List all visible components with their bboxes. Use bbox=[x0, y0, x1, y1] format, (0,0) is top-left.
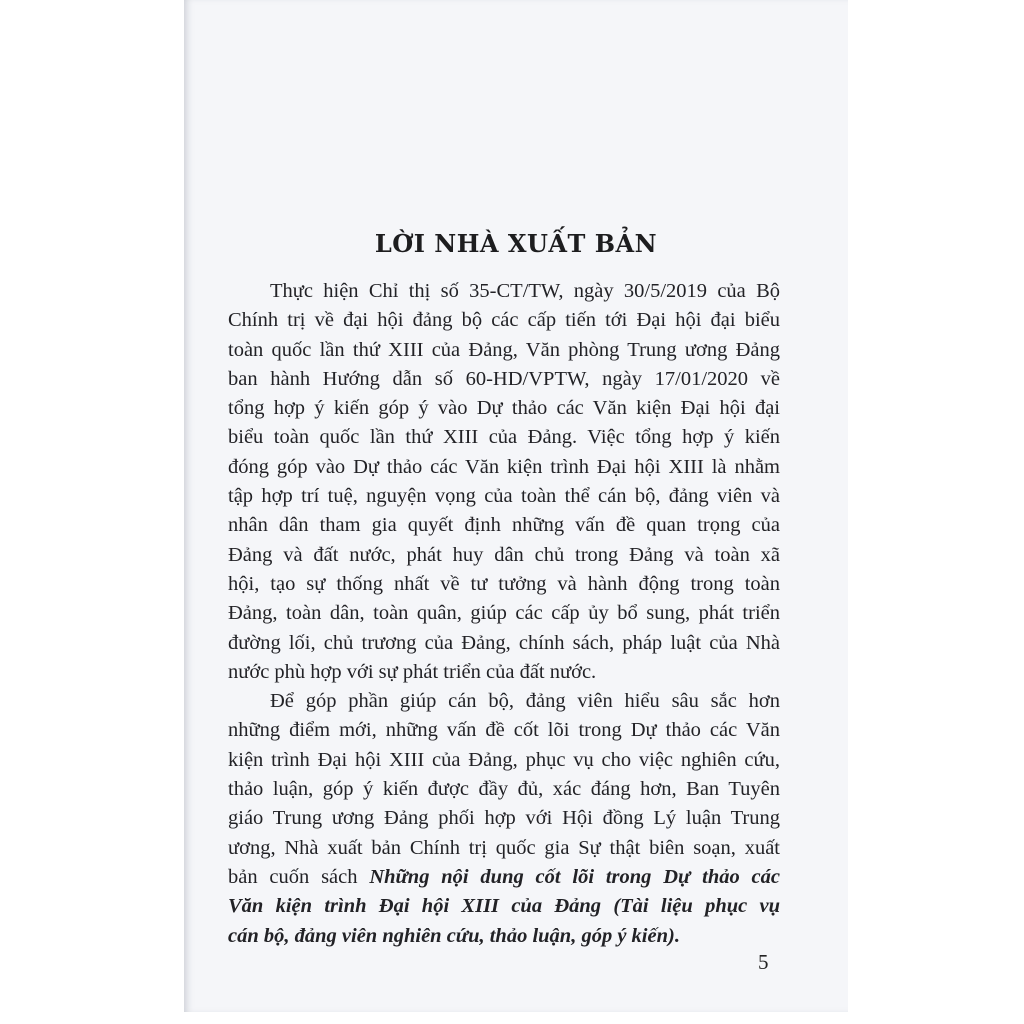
text-line: tập hợp trí tuệ, nguyện vọng của toàn thể cán bộ, đảng viên và bbox=[228, 485, 780, 508]
text-line: Đảng, toàn dân, toàn quân, giúp các cấp ủy bổ sung, phát triển bbox=[228, 602, 780, 625]
text-line: thảo luận, góp ý kiến được đầy đủ, xác đáng hơn, Ban Tuyên bbox=[228, 778, 780, 801]
text-line: hội, tạo sự thống nhất về tư tưởng và hành động trong toàn bbox=[228, 572, 780, 595]
text-line bbox=[228, 863, 780, 892]
text-line: ban hành Hướng dẫn số 60-HD/VPTW, ngày 17/01/2020 về bbox=[228, 367, 780, 390]
body-text bbox=[228, 277, 780, 951]
text-line: nước phù hợp với sự phát triển của đất nước. bbox=[228, 660, 597, 683]
text-line: Để góp phần giúp cán bộ, đảng viên hiểu sâu sắc hơn bbox=[270, 690, 780, 713]
text-line: Đảng và đất nước, phát huy dân chủ trong Đảng và toàn xã bbox=[228, 543, 780, 566]
text-line: đóng góp vào Dự thảo các Văn kiện trình Đại hội XIII là nhằm bbox=[228, 455, 780, 478]
book-page bbox=[184, 0, 848, 1012]
text-line: toàn quốc lần thứ XIII của Đảng, Văn phòng Trung ương Đảng bbox=[228, 338, 780, 361]
text-line: biểu toàn quốc lần thứ XIII của Đảng. Việc tổng hợp ý kiến bbox=[228, 426, 780, 449]
book-title: cán bộ, đảng viên nghiên cứu, thảo luận, góp ý kiến). bbox=[228, 924, 680, 947]
text-line: những điểm mới, những vấn đề cốt lõi trong Dự thảo các Văn bbox=[228, 719, 780, 742]
page-title: LỜI NHÀ XUẤT BẢN bbox=[374, 229, 658, 258]
page-number: 5 bbox=[758, 950, 769, 974]
text-line: kiện trình Đại hội XIII của Đảng, phục vụ cho việc nghiên cứu, bbox=[228, 748, 780, 771]
text-line: giáo Trung ương Đảng phối hợp với Hội đồng Lý luận Trung bbox=[228, 807, 780, 830]
book-title: Văn kiện trình Đại hội XIII của Đảng (Tài liệu phục vụ bbox=[228, 895, 780, 918]
text-line: nhân dân tham gia quyết định những vấn đề quan trọng của bbox=[228, 514, 780, 537]
text-lead: bản cuốn sách bbox=[228, 865, 370, 888]
text-line: ương, Nhà xuất bản Chính trị quốc gia Sự thật biên soạn, xuất bbox=[228, 836, 780, 859]
book-title: Những nội dung cốt lõi trong Dự thảo các bbox=[369, 865, 780, 888]
text-line: Chính trị về đại hội đảng bộ các cấp tiến tới Đại hội đại biểu bbox=[228, 309, 780, 332]
text-line: Thực hiện Chỉ thị số 35-CT/TW, ngày 30/5/2019 của Bộ bbox=[270, 280, 780, 302]
text-line: tổng hợp ý kiến góp ý vào Dự thảo các Văn kiện Đại hội đại bbox=[228, 397, 780, 420]
text-line: đường lối, chủ trương của Đảng, chính sách, pháp luật của Nhà bbox=[228, 631, 780, 654]
